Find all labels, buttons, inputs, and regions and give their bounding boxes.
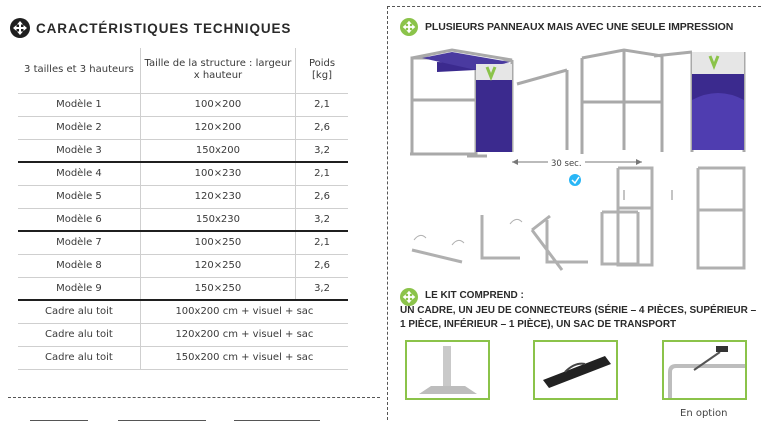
table-row [18,139,348,162]
weight-cell: 3,2 [296,208,348,231]
model-cell: Modèle 2 [18,116,140,139]
section-title [10,18,291,38]
roof-label-cell: Cadre alu toit [18,346,140,369]
table-row [18,116,348,139]
weight-cell: 2,6 [296,254,348,277]
roof-value-cell: 100x200 cm + visuel + sac [140,300,348,323]
move-arrows-icon [10,18,30,38]
size-cell: 120×200 [140,116,295,139]
roof-label-cell: Cadre alu toit [18,300,140,323]
model-cell: Modèle 8 [18,254,140,277]
model-cell: Modèle 6 [18,208,140,231]
col-header-structure-size: Taille de la structure : largeur x hauteur [140,48,295,93]
col-header-weight: Poids [kg] [296,48,348,93]
optional-light-image [662,340,747,400]
size-cell: 120×230 [140,185,295,208]
model-cell: Modèle 5 [18,185,140,208]
weight-cell: 2,1 [296,93,348,116]
option-label: En option [680,408,728,419]
column-divider [387,6,388,420]
size-cell: 150×250 [140,277,295,300]
size-cell: 100×200 [140,93,295,116]
panels-section-title [400,18,733,36]
model-cell: Modèle 4 [18,162,140,185]
table-row [18,254,348,277]
model-cell: Modèle 7 [18,231,140,254]
roof-label-cell: Cadre alu toit [18,323,140,346]
section-title-text: CARACTÉRISTIQUES TECHNIQUES [36,20,292,36]
size-cell: 150x230 [140,208,295,231]
size-cell: 100×230 [140,162,295,185]
size-cell: 120×250 [140,254,295,277]
carry-bag-image [533,340,618,400]
section-divider [8,397,380,398]
table-row [18,185,348,208]
model-cell: Modèle 3 [18,139,140,162]
table-row [18,93,348,116]
col-header-sizes: 3 tailles et 3 hauteurs [24,64,134,76]
weight-cell: 2,6 [296,116,348,139]
weight-cell: 3,2 [296,277,348,300]
weight-cell: 2,1 [296,231,348,254]
table-row [18,162,348,185]
move-arrows-icon [400,18,418,36]
table-row [18,231,348,254]
size-cell: 100×250 [140,231,295,254]
weight-cell: 2,6 [296,185,348,208]
model-cell: Modèle 9 [18,277,140,300]
kit-title: LE KIT COMPREND : [425,290,524,301]
table-row [18,208,348,231]
table-row [18,346,348,369]
roof-value-cell: 150x200 cm + visuel + sac [140,346,348,369]
assembly-time-label: 30 sec. [548,159,585,169]
weight-cell: 2,1 [296,162,348,185]
panels-section-title-text: PLUSIEURS PANNEAUX MAIS AVEC UNE SEULE IMPRESSION [425,21,734,33]
spec-table [18,48,348,370]
top-divider [387,6,761,7]
timer-icon [569,174,581,186]
weight-cell: 3,2 [296,139,348,162]
roof-value-cell: 120x200 cm + visuel + sac [140,323,348,346]
kit-description: UN CADRE, UN JEU DE CONNECTEURS (SÉRIE – 4 PIÈCES, SUPÉRIEUR – 1 PIÈCE, INFÉRIEUR – 1 PIÈCE), UN SAC DE TRANSPORT [400,305,757,330]
table-row [18,277,348,300]
table-row [18,300,348,323]
connector-foot-image [405,340,490,400]
table-row [18,323,348,346]
size-cell: 150x200 [140,139,295,162]
model-cell: Modèle 1 [18,93,140,116]
